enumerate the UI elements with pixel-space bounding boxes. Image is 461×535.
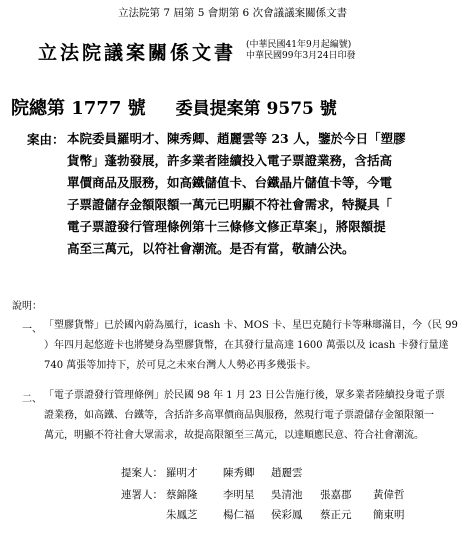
case-line: 子票證儲存金額限額一萬元已明顯不符社會需求，特擬具「: [67, 197, 393, 212]
cosigner-name: 蔡正元: [320, 509, 352, 521]
case-label: 案由：: [27, 132, 65, 147]
explanation-label: 說明：: [12, 301, 42, 312]
explanation-item-2: [44, 386, 445, 446]
cosigner-name: 蔡錦隆: [166, 489, 198, 501]
case-line: 高至三萬元，以符社會潮流。是否有當，敬請公決。: [67, 241, 355, 256]
cosigner-name: 黃偉哲: [373, 489, 405, 501]
cosigner-name: 李明星: [223, 489, 255, 501]
proposer-name: 陳秀卿: [223, 467, 255, 479]
case-body: [67, 128, 455, 260]
cosigner-label: 連署人：: [121, 489, 163, 501]
item-line: ）年四月起悠遊卡也將變身為塑膠貨幣，在其發行量高達 1600 萬張以及 icash 卡發行量達: [44, 340, 449, 351]
explanation-item-1: [44, 316, 458, 376]
proposer-name: 趙麗雲: [271, 467, 303, 479]
cosigner-name: 簡東明: [373, 509, 405, 521]
case-line: 單價商品及服務，如高鐵儲值卡、台鐵晶片儲值卡等，今電: [67, 175, 393, 190]
proposal-number: 委員提案第 9575 號: [175, 99, 337, 119]
case-line: 本院委員羅明才、陳秀卿、趙麗雲等 23 人，鑒於今日「塑膠: [67, 131, 406, 146]
cosigner-name: 吳清池: [271, 489, 303, 501]
item-line: 740 萬張等加持下，於可見之未來台灣人人勢必再多幾張卡。: [44, 360, 317, 371]
general-number: 院總第 1777 號: [11, 98, 146, 119]
case-line: 貨幣」蓬勃發展，許多業者陸續投入電子票證業務，含括高: [67, 153, 393, 168]
item-line: 萬元，明顯不符社會大眾需求，故提高限額至三萬元，以達順應民意、符合社會潮流。: [44, 430, 424, 441]
cosigner-name: 楊仁福: [223, 509, 255, 521]
item-line: 證業務，如高鐵、台鐵等，含括許多高單價商品與服務，然現行電子票證儲存金額限額一: [44, 410, 434, 421]
header-line: 立法院第 7 屆第 5 會期第 6 次會議議案關係文書: [118, 7, 348, 19]
print-date: 中華民國99年3月24日印發: [246, 51, 356, 61]
case-line: 電子票證發行管理條例第十三條修文修正草案」，將限額提: [67, 219, 386, 234]
document-ids: [11, 94, 337, 120]
proposer-label: 提案人：: [121, 467, 163, 479]
document-title: 立法院議案關係文書: [38, 42, 237, 64]
item-number: 一、: [22, 324, 42, 335]
numbering-note: (中華民國41年9月起編號): [246, 40, 352, 50]
item-line: 「塑膠貨幣」已於國內蔚為風行，icash 卡、MOS 卡、星巴克隨行卡等琳瑯滿目，今（民 99: [44, 320, 458, 331]
cosigner-name: 張嘉郡: [320, 489, 352, 501]
cosigner-name: 朱鳳芝: [166, 509, 198, 521]
cosigner-name: 侯彩鳳: [271, 509, 303, 521]
item-line: 「電子票證發行管理條例」於民國 98 年 1 月 23 日公告施行後，眾多業者陸續投身電子票: [44, 390, 445, 401]
item-number: 二、: [22, 394, 42, 405]
proposer-name: 羅明才: [166, 467, 198, 479]
